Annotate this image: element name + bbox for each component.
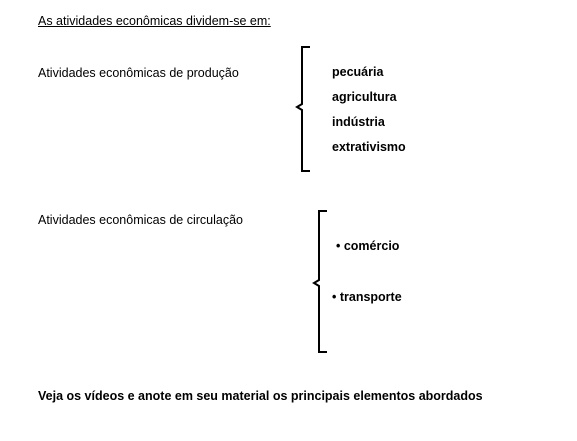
circulation-item: • comércio	[336, 239, 400, 253]
circulation-label: Atividades econômicas de circulação	[38, 213, 243, 227]
production-item: agricultura	[332, 90, 397, 104]
production-item: indústria	[332, 115, 385, 129]
production-label: Atividades econômicas de produção	[38, 66, 239, 80]
circulation-item: • transporte	[332, 290, 402, 304]
instruction-text: Veja os vídeos e anote em seu material os principais elementos abordados	[38, 389, 483, 403]
production-item: extrativismo	[332, 140, 406, 154]
section-heading: As atividades econômicas dividem-se em:	[38, 14, 271, 28]
production-item: pecuária	[332, 65, 384, 79]
